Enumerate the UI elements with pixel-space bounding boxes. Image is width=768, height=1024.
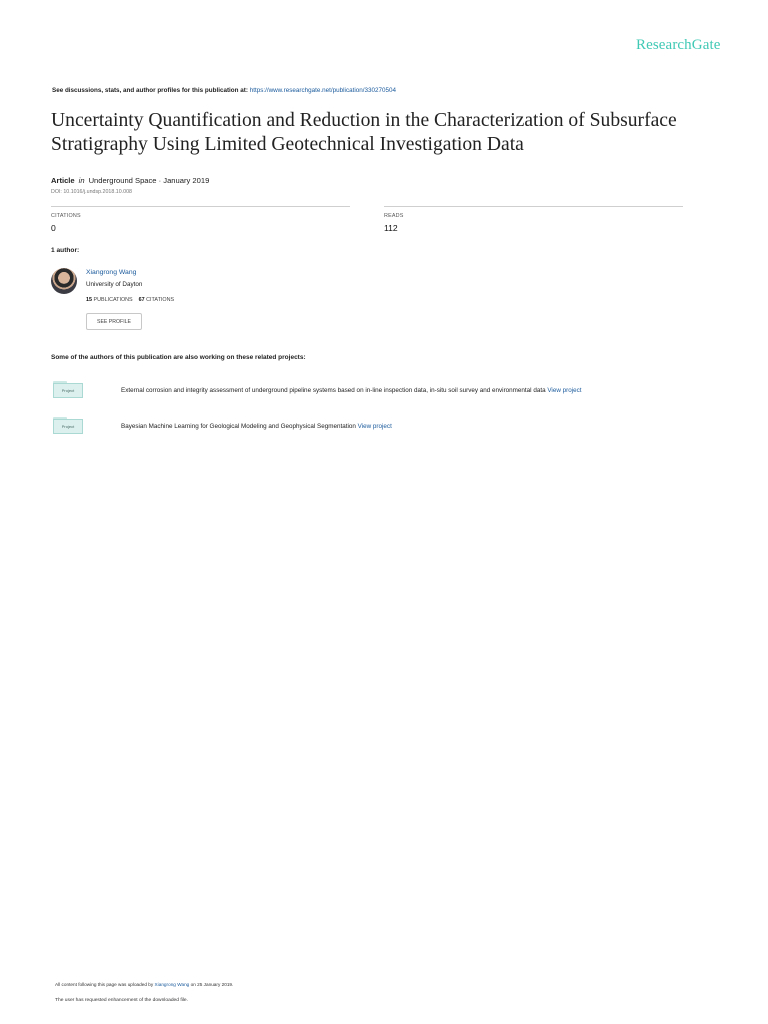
citations-divider <box>51 206 350 207</box>
article-in-word: in <box>78 176 85 185</box>
reads-divider <box>384 206 683 207</box>
upload-suffix: on 25 January 2019. <box>189 982 234 987</box>
author-citations-label: CITATIONS <box>146 297 175 303</box>
project-badge: Project <box>53 383 83 398</box>
view-project-link[interactable]: View project <box>357 423 392 430</box>
article-title: Uncertainty Quantification and Reduction in the Characterization of Subsurface Stratigraphy Using Limited Geotechnical Investigation Data <box>51 110 677 155</box>
author-citations-count: 67 <box>138 297 145 303</box>
researchgate-logo: ResearchGate <box>636 37 721 53</box>
authors-heading: 1 author: <box>51 247 80 254</box>
author-name-link[interactable]: Xiangrong Wang <box>86 269 137 276</box>
view-project-link[interactable]: View project <box>547 387 582 394</box>
author-stats <box>86 297 174 303</box>
project-folder-icon <box>53 381 84 398</box>
upload-notice <box>55 982 233 987</box>
article-venue: Underground Space · January 2019 <box>88 176 210 185</box>
reads-value: 112 <box>384 223 398 233</box>
enhancement-note: The user has requested enhancement of the downloaded file. <box>55 998 188 1003</box>
author-publications-count: 15 <box>86 297 92 303</box>
author-affiliation: University of Dayton <box>86 281 143 288</box>
discussion-notice-text: See discussions, stats, and author profiles for this publication at: <box>52 87 250 94</box>
project-badge: Project <box>53 419 83 434</box>
article-doi: DOI: 10.1016/j.undsp.2018.10.008 <box>51 189 132 195</box>
related-project-title: External corrosion and integrity assessment of underground pipeline systems based on in-line inspection data, in-situ soil survey and environmental data <box>121 387 548 394</box>
citations-label: CITATIONS <box>51 213 81 219</box>
article-type: Article <box>51 176 75 185</box>
related-project-item <box>121 423 392 430</box>
project-folder-icon <box>53 417 84 434</box>
upload-prefix: All content following this page was uploaded by <box>55 982 155 987</box>
reads-label: READS <box>384 213 404 219</box>
related-projects-heading: Some of the authors of this publication are also working on these related projects: <box>51 354 306 361</box>
author-avatar[interactable] <box>51 268 77 294</box>
citations-value: 0 <box>51 223 56 233</box>
related-project-item <box>121 387 582 394</box>
discussion-notice <box>52 87 396 94</box>
publication-link[interactable]: https://www.researchgate.net/publication/330270504 <box>249 87 397 94</box>
author-publications-label: PUBLICATIONS <box>93 297 133 303</box>
related-project-title: Bayesian Machine Learning for Geological Modeling and Geophysical Segmentation <box>121 423 358 430</box>
uploader-link[interactable]: Xiangrong Wang <box>154 982 190 987</box>
article-meta <box>51 176 209 185</box>
see-profile-button[interactable]: SEE PROFILE <box>86 313 142 330</box>
